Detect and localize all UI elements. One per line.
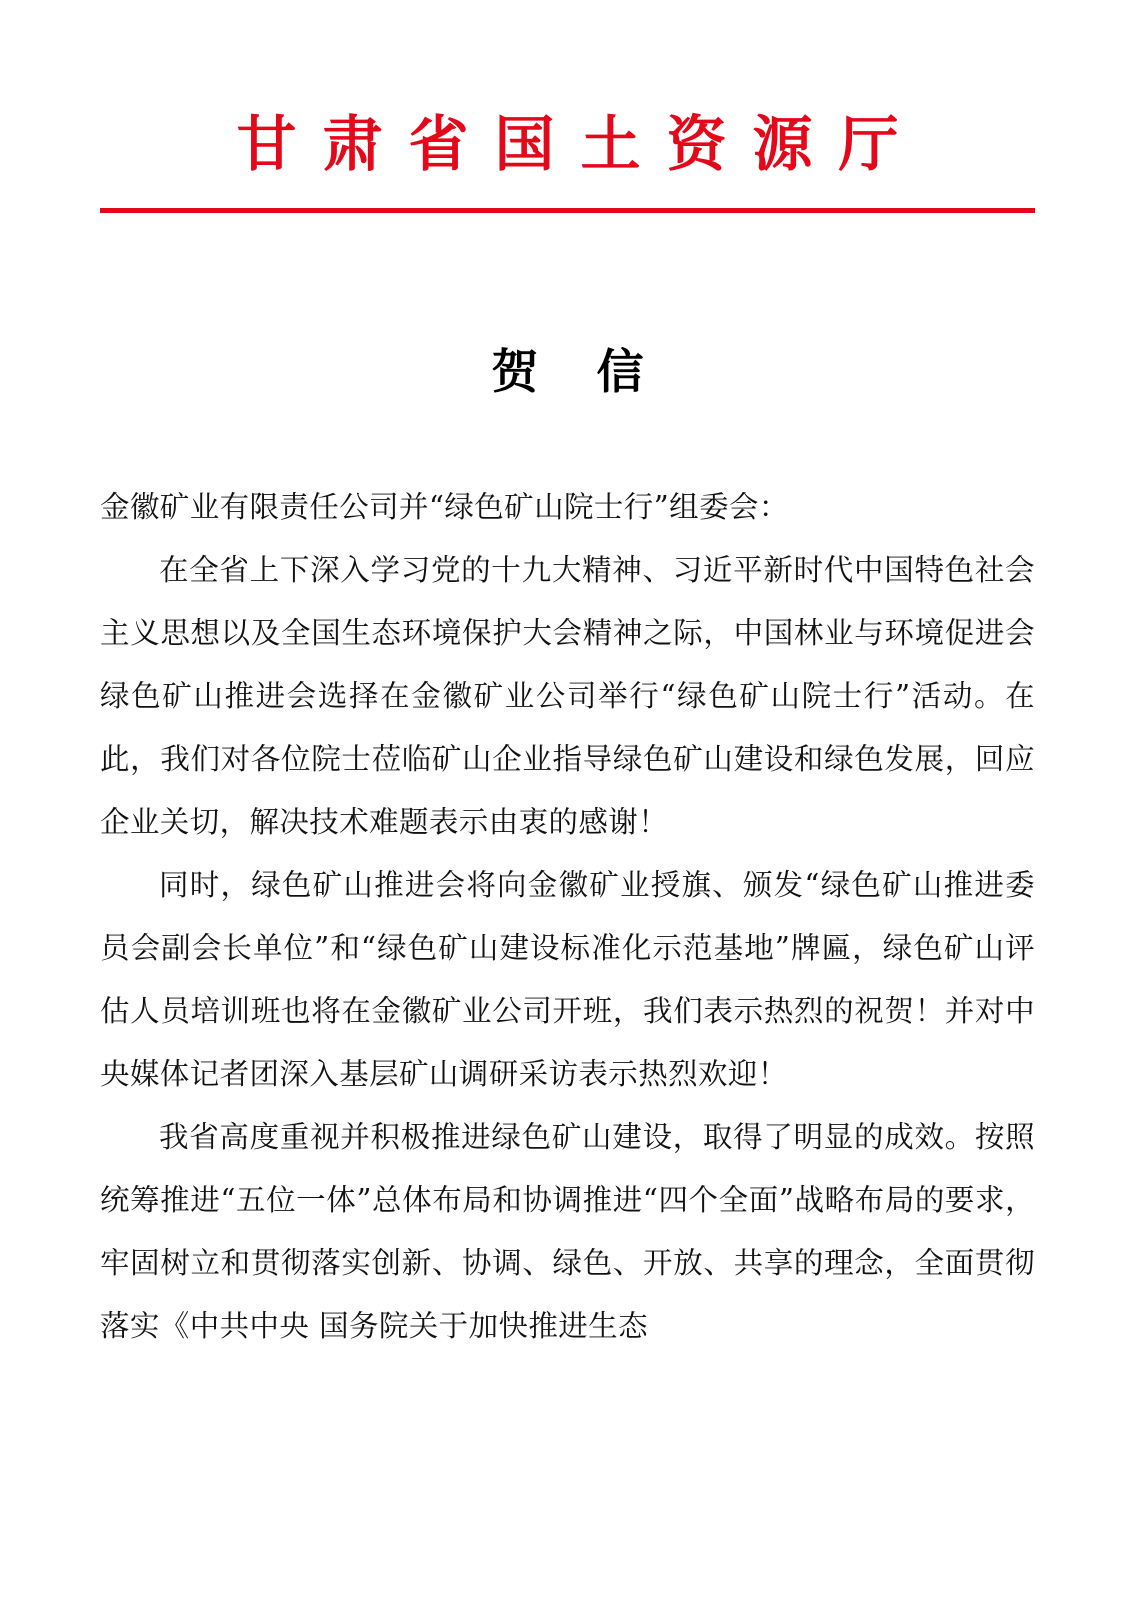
body-paragraph: 我省高度重视并积极推进绿色矿山建设，取得了明显的成效。按照统筹推进“五位一体”总体布局和协调推进“四个全面”战略布局的要求，牢固树立和贯彻落实创新、协调、绿色、开放、共享的理念，全面贯彻落实《中共中央 国务院关于加快推进生态 [100,1120,1035,1343]
letterhead [100,0,1035,213]
letterhead-organization: 甘肃省国土资源厅 [236,110,925,180]
letterhead-divider [100,208,1035,213]
body-paragraph: 同时，绿色矿山推进会将向金徽矿业授旗、颁发“绿色矿山推进委员会副会长单位”和“绿色矿山建设标准化示范基地”牌匾，绿色矿山评估人员培训班也将在金徽矿业公司开班，我们表示热烈的祝贺！并对中央媒体记者团深入基层矿山调研采访表示热烈欢迎！ [100,868,1035,1091]
body-paragraph: 在全省上下深入学习党的十九大精神、习近平新时代中国特色社会主义思想以及全国生态环境保护大会精神之际，中国林业与环境促进会绿色矿山推进会选择在金徽矿业公司举行“绿色矿山院士行”活动。在此，我们对各位院士莅临矿山企业指导绿色矿山建设和绿色发展，回应企业关切，解决技术难题表示由衷的感谢！ [100,553,1035,839]
letter-body [100,476,1035,1358]
page-title: 贺信 [491,345,702,400]
salutation: 金徽矿业有限责任公司并“绿色矿山院士行”组委会： [100,490,789,524]
